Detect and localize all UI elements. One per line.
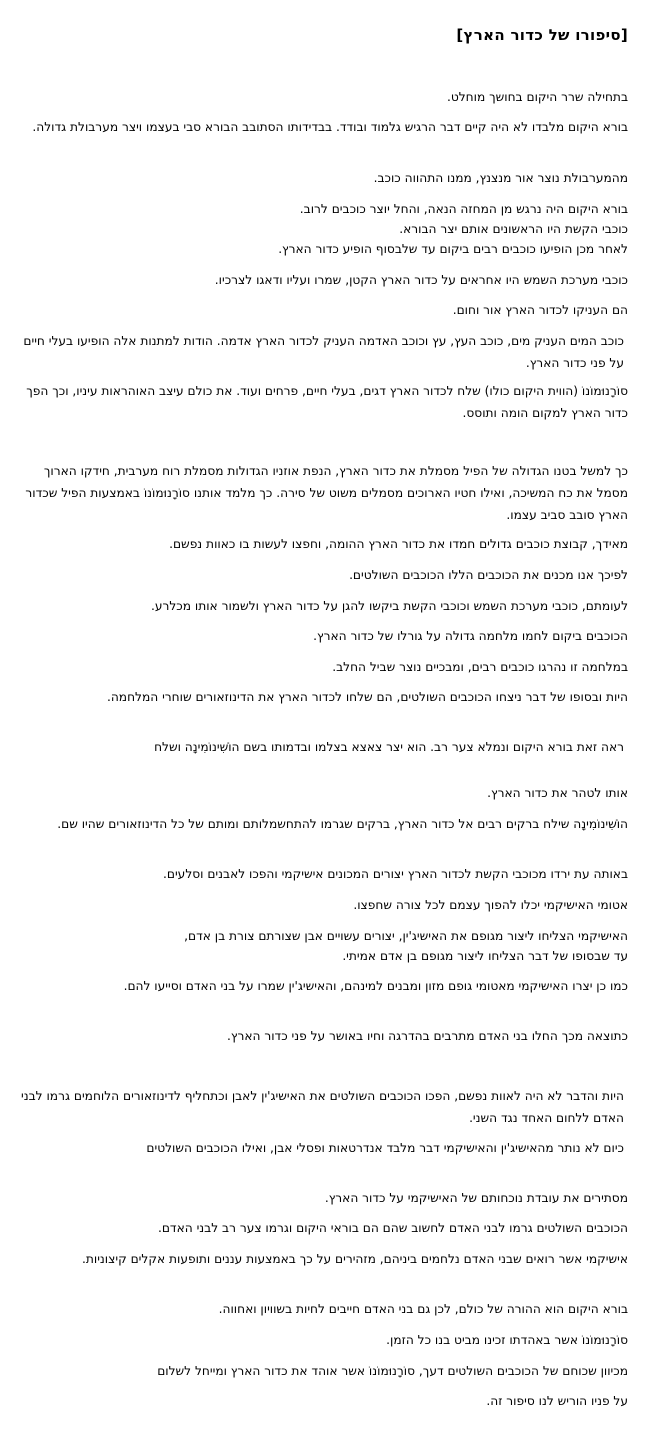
paragraph-6: הם העניקו לכדור הארץ אור וחום. <box>452 303 628 317</box>
paragraph-13: הכוכבים ביקום לחמו מלחמה גדולה על גורלו של כדור הארץ. <box>313 629 628 643</box>
paragraph-19: באותה עת ירדו מכוכבי הקשת לכדור הארץ יצורים המכונים אישיקמי והפכו לאבנים וסלעים. <box>163 867 628 881</box>
paragraph-15: היות ובסופו של דבר ניצחו הכוכבים השולטים, הם שלחו לכדור הארץ את הדינוזאורים שוחרי המלחמה. <box>106 690 628 704</box>
paragraph-26: מסתירים את עובדת נוכחותם של האישיקמי על כדור הארץ. <box>324 1191 628 1205</box>
paragraph-1: בתחילה שרר היקום בחושך מוחלט. <box>446 90 628 104</box>
paragraph-11: לפיכך אנו מכנים את הכוכבים הללו הכוכבים השולטים. <box>349 568 628 582</box>
paragraph-22: כמו כן יצרו האישיקמי מאטומי גופם מזון ומבנים למינהם, והאישיג'ין שמרו על בני האדם וסייעו להם. <box>123 979 628 993</box>
paragraph-7: כוכב המים העניק מים, כוכב העץ, עץ וכוכב האדמה העניק לכדור הארץ אדמה. הודות למתנות אלה הופיעו בעלי חיים על פני כדור הארץ. <box>23 334 624 370</box>
paragraph-28: אישיקמי אשר רואים שבני האדם נלחמים ביניהם, מזהירים על כך באמצעות עננים ותופעות אקלים קיצוניות. <box>81 1252 628 1266</box>
paragraph-12: לעומתם, כוכבי מערכת השמש וכוכבי הקשת ביקשו להגן על כדור הארץ ולשמור אותו מכלרע. <box>151 599 628 613</box>
paragraph-29: בורא היקום הוא ההורה של כולם, לכן גם בני האדם חייבים לחיות בשוויון ואחווה. <box>218 1302 628 1316</box>
paragraph-4-line-1: בורא היקום היה נרגש מן המחזה הנאה, והחל יוצר כוכבים לרוב. <box>299 202 628 216</box>
paragraph-18: הוֹשִׁינוֹמִינָה שילח ברקים רבים אל כדור הארץ, ברקים שגרמו להתחשמלותם ומותם של כל הדינוזאורים שהיו שם. <box>57 817 628 831</box>
paragraph-16: ראה זאת בורא היקום ונמלא צער רב. הוא יצר צאצא בצלמו ובדמותו בשם הוֹשִׁינוֹמִינָה ושלח <box>154 740 624 754</box>
paragraph-30: סוֹרָנוּמוֹנוֹ אשר באהדתו זכינו מביט בנו כל הזמן. <box>386 1333 628 1347</box>
paragraph-31-line-2: על פניו הוריש לנו סיפור זה. <box>486 1394 628 1408</box>
paragraph-31-line-1: מכיוון שכוחם של הכוכבים השולטים דעך, סוֹרָנוּמוֹנוֹ אשר אוהד את כדור הארץ ומייחל לשלום <box>157 1364 628 1378</box>
paragraph-9: כך למשל בטנו הגדולה של הפיל מסמלת את כדור הארץ, הנפת אוזניו הגדולות מסמלת רוח מערבית, חידקו הארוך מסמל את כח המשיכה, ואילו חטיו הארוכים מסמלים משוט של סירה. כך מלמד אותנו סוֹרָנוּמוֹנוֹ באמצעות הפיל שכדור הארץ סובב סביב עצמו. <box>25 464 628 522</box>
paragraph-25: כיום לא נותר מהאישיג'ין והאישיקמי דבר מלבד אנדרטאות ופסלי אבן, ואילו הכוכבים השולטים <box>146 1141 624 1155</box>
paragraph-14: במלחמה זו נהרגו כוכבים רבים, ומבכיים נוצר שביל החלב. <box>332 660 628 674</box>
paragraph-23: כתוצאה מכך החלו בני האדם מתרבים בהדרגה וחיו באושר על פני כדור הארץ. <box>227 1029 628 1043</box>
paragraph-5: כוכבי מערכת השמש היו אחראים על כדור הארץ הקטן, שמרו ועליו ודאגו לצרכיו. <box>214 273 628 287</box>
paragraph-2: בורא היקום מלבדו לא היה קיים דבר הרגיש גלמוד ובודד. בבדידותו הסתובב הבורא סבי בעצמו ויצר מערבולת גדולה. <box>32 120 628 134</box>
paragraph-21-line-1: האישיקמי הצליחו ליצור מגופם את האישיג'ין, יצורים עשויים אבן שצורתם צורת בן אדם, <box>184 929 628 943</box>
paragraph-3: מהמערבולת נוצר אור מנצנץ, ממנו התהווה כוכב. <box>373 171 628 185</box>
paragraph-4-line-3: לאחר מכן הופיעו כוכבים רבים ביקום עד שלבסוף הופיע כדור הארץ. <box>278 242 628 256</box>
paragraph-20: אטומי האישיקמי יכלו להפוך עצמם לכל צורה שחפצו. <box>353 898 628 912</box>
paragraph-8: סוֹרָנוּמוֹנוֹ (הווית היקום כולו) שלח לכדור הארץ דגים, בעלי חיים, פרחים ועוד. את כולם עיצב האוהראות עיניו, וכך הפך כדור הארץ למקום הומה ותוסס. <box>26 384 628 420</box>
paragraph-17: אותו לטהר את כדור הארץ. <box>487 786 628 800</box>
paragraph-21-line-2: עד שבסופו של דבר הצליחו ליצור מגופם בן אדם אמיתי. <box>342 949 628 963</box>
paragraph-4-line-2: כוכבי הקשת היו הראשונים אותם יצר הבורא. <box>399 222 628 236</box>
paragraph-24: היות והדבר לא היה לאוות נפשם, הפכו הכוכבים השולטים את האישיג'ין לאבן וכתחליף לדינוזאורים הלוחמים גרמו לבני האדם ללחום האחד נגד השני. <box>21 1089 624 1125</box>
document-title: [סיפורו של כדור הארץ] <box>456 26 628 44</box>
paragraph-10: מאידך, קבוצת כוכבים גדולים חמדו את כדור הארץ ההומה, וחפצו לעשות בו כאוות נפשם. <box>169 537 628 551</box>
paragraph-27: הכוכבים השולטים גרמו לבני האדם לחשוב שהם הם בוראי היקום וגרמו צער רב לבני האדם. <box>157 1221 628 1235</box>
